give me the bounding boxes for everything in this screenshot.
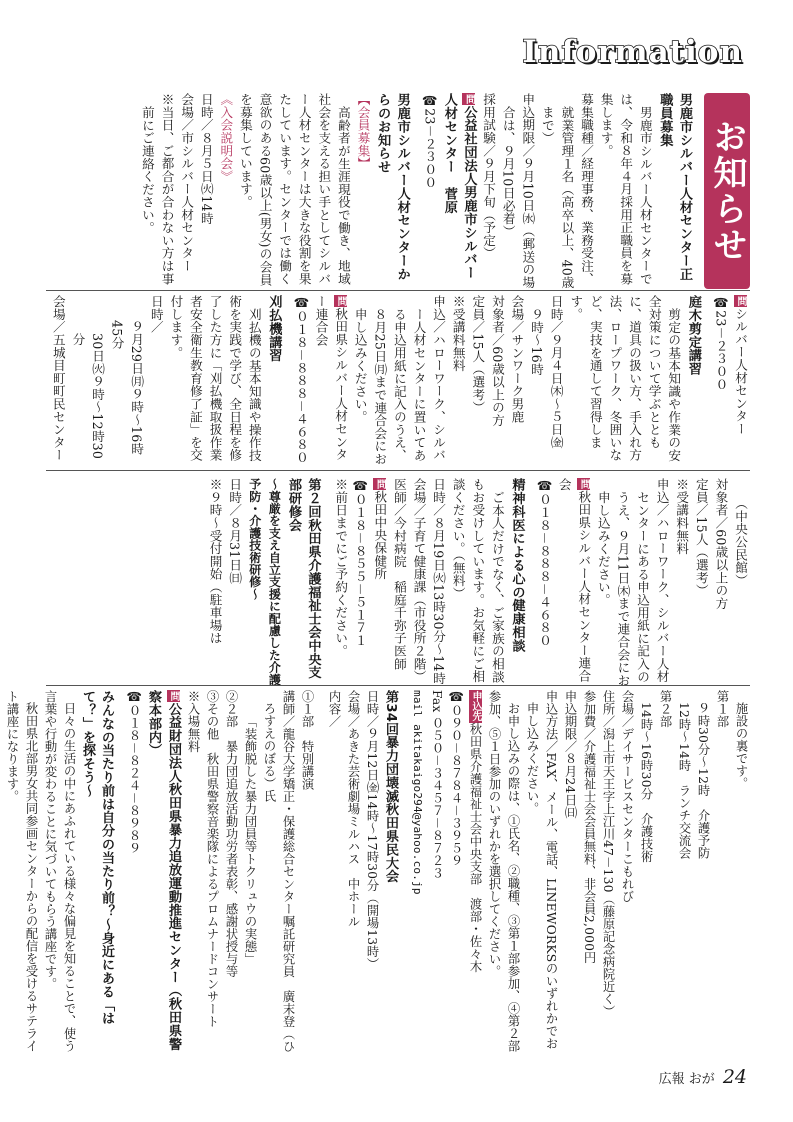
apply-badge: 申込先 bbox=[470, 691, 481, 722]
paragraph: 日々の生活の中にあふれている様々な偏見を知ることで、使う言葉や行動が変わることに気づいてもらう講座です。 bbox=[43, 690, 76, 1053]
detail-line: ③その他 秋田県警察音楽隊によるプロムナードコンサート bbox=[205, 690, 219, 1028]
detail-line: 申込期限／９月10日㈬（郵送の場合は、９月10日必着） bbox=[500, 93, 536, 289]
detail-line: 日時／８月５日㈫14時 bbox=[198, 93, 214, 225]
detail-line: 定員／15人（選考） bbox=[693, 478, 709, 597]
article-anti-gang bbox=[324, 690, 400, 1057]
detail-line: 募集職種／経理事務、業務受注、就業管理１名（高卒以上、40歳まで） bbox=[539, 93, 595, 289]
contact-name: 公益社団法人男鹿市シルバー人材センター 菅原 bbox=[441, 93, 477, 280]
detail-line: ※前日までにご予約ください。 bbox=[333, 478, 349, 658]
detail-line: 講師／龍谷大学矯正・保護総合センター嘱託研究員 廣末登（ひろすえのぼる）氏 bbox=[262, 690, 295, 1053]
detail-line: ※９時～受付開始（駐車場は bbox=[207, 478, 223, 645]
detail-line: 日時／９月12日㈮14時～17時30分（開場13時） bbox=[365, 690, 379, 971]
article-heading: 精神科医による心の健康相談 bbox=[509, 478, 525, 653]
detail-line: ※入場無料 bbox=[186, 690, 200, 753]
article-brushcutter-cont bbox=[534, 478, 750, 687]
contact-phone: ☎０１８－８８８－４６８０ bbox=[293, 295, 309, 464]
contact-fax: Fax ０５０－３４５７－８７２３ bbox=[430, 690, 444, 880]
detail-line: 会場／デイサービスセンターこもれび bbox=[620, 690, 634, 903]
detail-line: 申込方法／FAX、メール、電話、LINEWORKSのいずれかでお申し込みください。 bbox=[525, 690, 558, 1050]
contact-phone: ☎０９０－８７８４－３９５９ bbox=[449, 690, 463, 867]
article-care-workshop bbox=[205, 478, 323, 687]
paragraph: 剪定の基本知識や作業の安全対策について学ぶとともに、道具の扱い方、手入れ方法、ロープワーク、冬囲いなど、実技を通して習得します。 bbox=[568, 295, 682, 462]
detail-line: 14時～16時30分 介護技術 bbox=[639, 702, 653, 863]
detail-line: ９時30分～12時 介護予防 bbox=[696, 702, 710, 860]
detail-line: 第１部 bbox=[715, 690, 729, 728]
detail-line: 30日㈫９時～12時30分 bbox=[70, 332, 105, 459]
contact-phone: ☎０１８－８２４－８９８９ bbox=[127, 690, 141, 855]
detail-line: 申込期限／８月24日㈰ bbox=[563, 690, 577, 819]
detail-line: 施設の裏です。 bbox=[734, 702, 748, 790]
divider bbox=[46, 470, 750, 471]
detail-line: ①１部 特別講演 bbox=[300, 690, 314, 790]
detail-line: 会場／あきた芸術劇場ミルハス 中ホール bbox=[346, 690, 360, 928]
divider bbox=[46, 685, 750, 686]
detail-line: 日時／ bbox=[148, 295, 164, 334]
detail-line: 会場／五城目町町民センター bbox=[50, 295, 66, 462]
detail-line: ※受講料無料 bbox=[674, 478, 690, 555]
detail-line: 会場／市シルバー人材センター bbox=[179, 93, 195, 273]
detail-line: 対象者／60歳以上の方 bbox=[713, 478, 729, 610]
contact-badge: 問 bbox=[463, 94, 475, 105]
section-row-3 bbox=[46, 478, 750, 687]
detail-line bbox=[0, 690, 2, 1057]
sub-heading: 【会員募集】 bbox=[355, 93, 371, 170]
article-heading: みんなの当たり前は自分の当たり前？～身近にある「はて？」を探そう～ bbox=[80, 690, 114, 1025]
article-brushcutter bbox=[48, 295, 283, 466]
article-pruning bbox=[291, 295, 702, 466]
paragraph: 刈払機の基本知識や操作技術を実践で学び、全日程を修了した方に「刈払機取扱作業者安全衛生教育修了証」を交付します。 bbox=[168, 295, 262, 462]
detail-line: 第２部 bbox=[658, 690, 672, 728]
paragraph: 男鹿市シルバー人材センターでは、令和８年４月採用正職員を募集します。 bbox=[598, 93, 653, 285]
detail-line: 日時／８月19日㈫13時30分～14時 bbox=[431, 478, 447, 685]
article-heading: 第２回秋田県介護福祉士会中央支部研修会 bbox=[285, 478, 321, 679]
contact-badge: 問 bbox=[735, 296, 746, 307]
contact-email: mail akitakaigo294@yahoo.co.jp bbox=[411, 690, 424, 895]
detail-line: 採用試験／９月下旬（予定） bbox=[481, 93, 497, 260]
contact-phone: ☎23－２３００ bbox=[713, 295, 729, 391]
sub-heading: ～尊厳を支え自立支援に配慮した介護予防・介護技術研修～ bbox=[247, 478, 282, 686]
contact-name: 秋田中央保健所 bbox=[372, 490, 388, 580]
publication-name: 広報 おが bbox=[658, 1072, 715, 1087]
sub-heading: 《入会説明会》 bbox=[218, 93, 234, 183]
article-anti-gang-cont bbox=[124, 690, 316, 1057]
contact-badge: 問 bbox=[168, 691, 179, 702]
section-row-2 bbox=[46, 295, 750, 466]
detail-line: 住所／潟上市天王字上江川47－130（藤原記念病院近く） bbox=[601, 690, 615, 1018]
page-number: 24 bbox=[722, 1066, 747, 1088]
section-row-1 bbox=[46, 93, 750, 289]
article-silver-notice bbox=[137, 93, 411, 289]
article-heading: 刈払機講習 bbox=[266, 295, 282, 362]
detail-line: 12時～14時 ランチ交流会 bbox=[677, 702, 691, 860]
detail-line: ※受講料無料 bbox=[450, 295, 466, 372]
detail-line: 定員／15人（選考） bbox=[470, 295, 486, 414]
contact-name: シルバー人材センター bbox=[733, 307, 748, 436]
page-footer bbox=[659, 1066, 747, 1088]
detail-line: 内容／ bbox=[327, 690, 341, 728]
paragraph: ご本人だけでなく、ご家族の相談もお受けしています。お気軽にご相談ください。（無料） bbox=[450, 478, 505, 683]
contact-badge: 問 bbox=[578, 479, 590, 490]
contact-badge: 問 bbox=[374, 479, 386, 490]
article-care-workshop-cont bbox=[408, 690, 750, 1057]
detail-line: 「装飾脱した暴力団員等トクリュウの実態」 bbox=[243, 714, 257, 965]
detail-line: （中央公民館） bbox=[733, 496, 748, 587]
detail-line: 医師／今村病院 稲庭千弥子医師 bbox=[391, 478, 407, 670]
article-heading: 男鹿市シルバー人材センター正職員募集 bbox=[657, 93, 692, 281]
paragraph: 秋田県北部男女共同参画センターからの配信を受けるサテライト講座になります。 bbox=[5, 690, 38, 1053]
detail-line: ９月29日㈪９時～16時45分 bbox=[109, 320, 145, 456]
contact-phone: ☎０１８－８５５－５１７１ bbox=[352, 478, 368, 647]
detail-line: ※当日、ご都合が合わない方は事前にご連絡ください。 bbox=[139, 93, 175, 285]
paragraph: 高齢者が生涯現役で働き、地域社会を支える担い手としてシルバー人材センターは大きな役割を果たしています。センターでは働く意欲のある60歳以上(男女)の会員を募集しています。 bbox=[237, 93, 351, 287]
contact-name: 秋田県シルバー人材センター連合会 bbox=[313, 295, 349, 461]
contact-name: 公益財団法人秋田県暴力追放運動推進センター（秋田県警察本部内） bbox=[146, 690, 181, 1051]
detail-line: 申込／ハローワーク、シルバー人材センターに置いてある申込用紙に記入のうえ、８月25日㈪まで連合会にお申し込みください。 bbox=[352, 295, 447, 465]
detail-line: 会場／子育て健康課（市役所２階） bbox=[411, 478, 427, 683]
article-mental-health bbox=[331, 478, 527, 687]
detail-line: 参加費／介護福祉士会会員無料、非会員2,000円 bbox=[582, 690, 596, 964]
divider bbox=[46, 290, 750, 291]
article-gender-seminar bbox=[0, 690, 116, 1057]
detail-line: 日時／９月４日㈭～５日㈮ ９時～16時 bbox=[529, 295, 564, 462]
detail-line: お申し込みの際は、①氏名、②職種、③第１部参加、④第２部参加、⑤１日参加のいずれかを選択してください。 bbox=[487, 690, 520, 1053]
page-title: Information bbox=[522, 34, 743, 70]
contact-phone: ☎０１８－８８８－４６８０ bbox=[537, 478, 553, 647]
article-silver-contact bbox=[711, 295, 750, 466]
detail-line: 日時／８月31日㈰ bbox=[227, 478, 243, 585]
contact-name: 秋田県介護福祉士会中央支部 渡部・佐々木 bbox=[468, 722, 482, 973]
contact-phone: ☎23－２３００ bbox=[422, 93, 438, 189]
article-silver-recruit bbox=[420, 93, 694, 289]
contact-badge: 問 bbox=[335, 296, 347, 307]
oshirase-banner: お知らせ bbox=[704, 93, 750, 289]
detail-line: 会場／サンワーク男鹿 bbox=[509, 295, 525, 423]
detail-line: 申込／ハローワーク、シルバー人材センターにある申込用紙に記入のうえ、９月11日㈭まで連合会にお申し込みください。 bbox=[595, 478, 670, 687]
detail-line: ②２部 暴力団追放活動功労者表彰、感謝状授与等 bbox=[224, 690, 238, 978]
article-heading: 庭木剪定講習 bbox=[685, 295, 701, 376]
detail-line: 対象者／60歳以上の方 bbox=[489, 295, 505, 427]
section-row-4 bbox=[5, 690, 750, 1057]
contact-name: 秋田県シルバー人材センター連合会 bbox=[556, 478, 592, 683]
article-heading: 男鹿市シルバー人材センターからのお知らせ bbox=[375, 93, 410, 281]
article-heading: 第34回暴力団壊滅秋田県民大会 bbox=[383, 690, 398, 883]
